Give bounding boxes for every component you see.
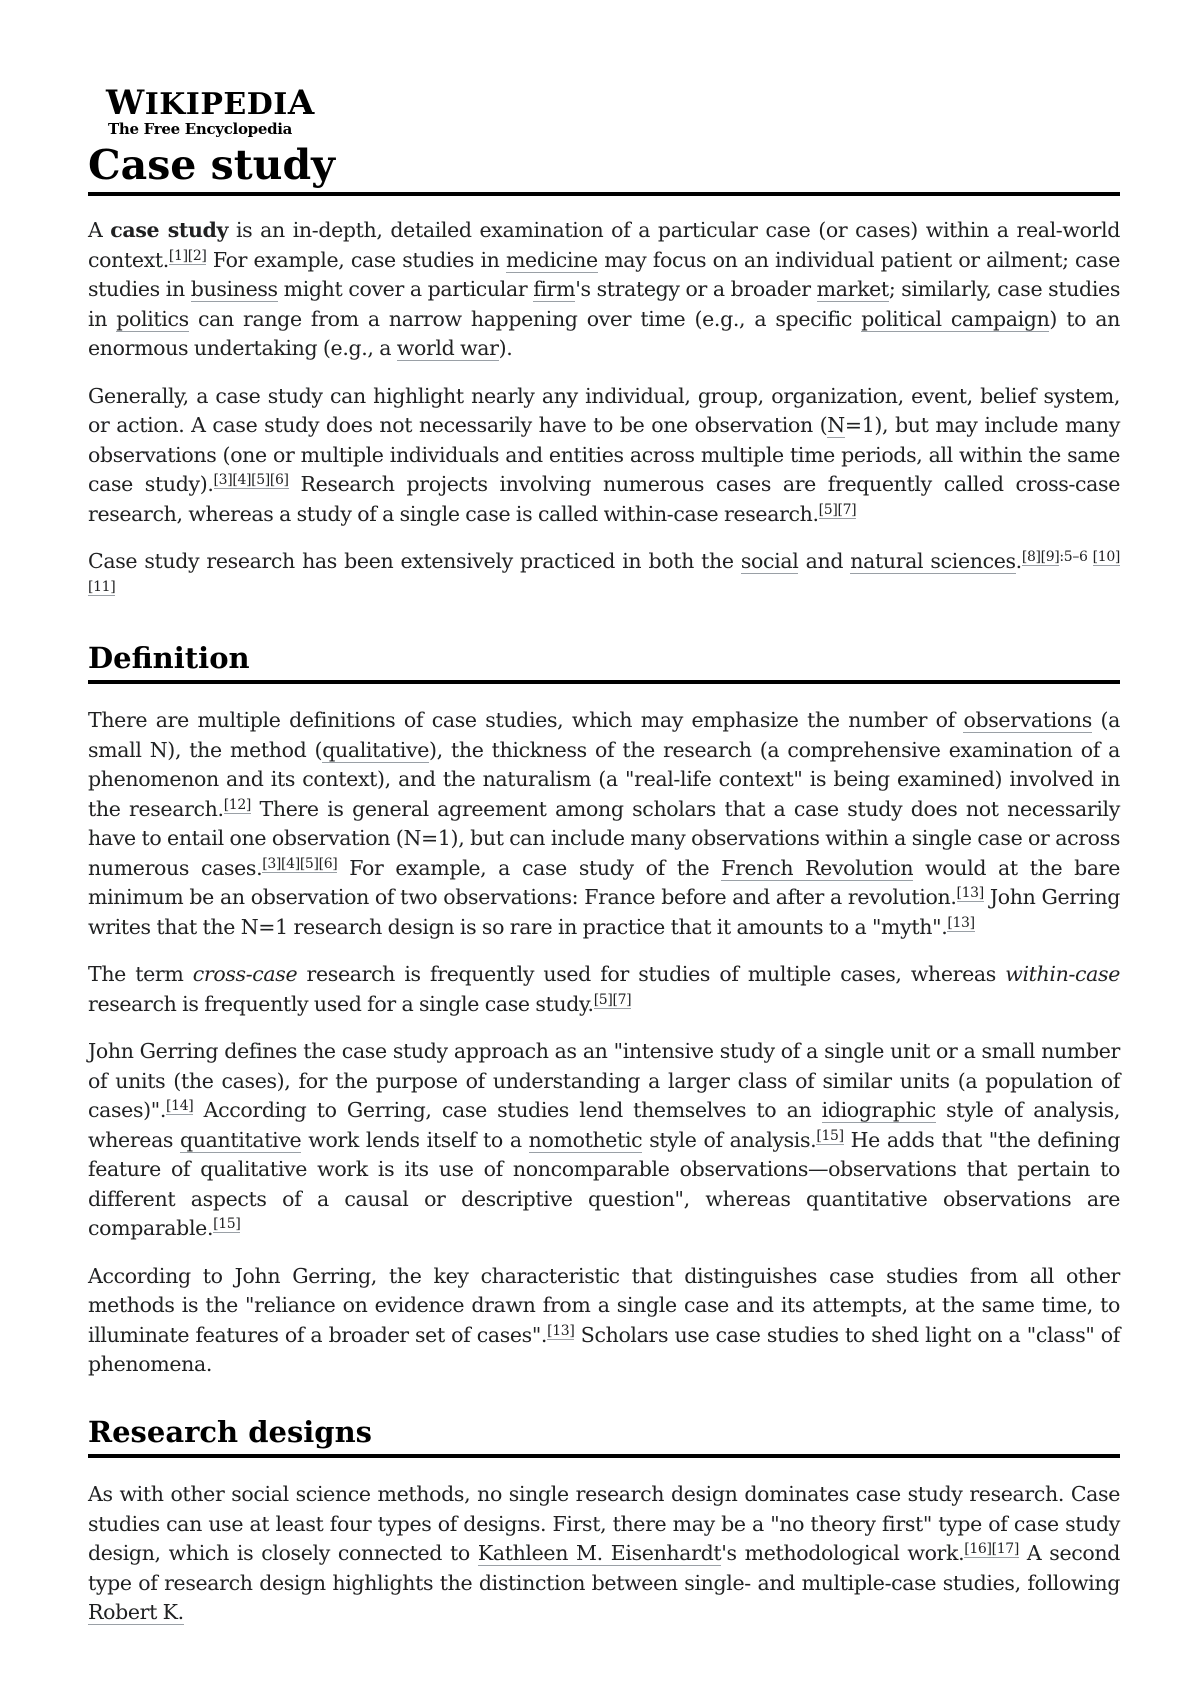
ref-11[interactable]: [11]	[88, 578, 116, 595]
intro-paragraph-2: Generally, a case study can highlight nearly any individual, group, organization, event, belief system, or action. A case study does not necessarily have to be one observation (N=1), but may include many observations (one or multiple individuals and entities across multiple time periods, all within the same case study).[3][4][5][6] Research projects involving numerous cases are frequently called cross-case research, whereas a study of a single case is called within-case research.[5][7]	[88, 383, 1120, 526]
ref-7[interactable]: [7]	[837, 501, 857, 518]
intro-paragraph-1: A case study is an in-depth, detailed examination of a particular case (or cases) within a real-world context.[1][2] For example, case studies in medicine may focus on an individual patient or ailment; case studies in business might cover a particular firm's strategy or a broader market; similarly, case studies in politics can range from a narrow happening over time (e.g., a specific political campaign) to an enormous undertaking (e.g., a world war).	[88, 218, 1121, 361]
ref-6[interactable]: [6]	[318, 855, 338, 872]
ref-1[interactable]: [1]	[168, 247, 188, 264]
ref-3[interactable]: [3]	[213, 472, 233, 489]
definition-paragraph-2: The term cross-case research is frequently used for studies of multiple cases, whereas within-case research is frequently used for a single case study.[5][7]	[88, 962, 1120, 1016]
link-market[interactable]: market	[816, 277, 889, 302]
ref-6[interactable]: [6]	[269, 472, 289, 489]
ref-15[interactable]: [15]	[816, 1127, 844, 1144]
ref-13[interactable]: [13]	[956, 885, 984, 902]
logo-wordmark: WIKIPEDIA	[106, 83, 315, 123]
link-world-war[interactable]: world war	[396, 336, 499, 361]
link-robert-k[interactable]: Robert K.	[88, 1600, 184, 1625]
wikipedia-logo[interactable]	[106, 83, 1120, 138]
ref-5[interactable]: [5]	[299, 855, 319, 872]
ref-13[interactable]: [13]	[947, 914, 975, 931]
link-quantitative[interactable]: quantitative	[180, 1127, 302, 1152]
article-page	[88, 83, 1121, 1628]
link-medicine[interactable]: medicine	[505, 247, 598, 272]
link-observations[interactable]: observations	[963, 708, 1092, 733]
link-politics[interactable]: politics	[116, 306, 189, 331]
link-nomothetic[interactable]: nomothetic	[528, 1127, 643, 1152]
intro-paragraph-3: Case study research has been extensively practiced in both the social and natural sciences.[8][9]:5–6 [10][11]	[88, 549, 1120, 595]
definition-paragraph-3: John Gerring defines the case study approach as an "intensive study of a single unit or a small number of units (the cases), for the purpose of understanding a larger class of similar units (a population of cases)".[14] According to Gerring, case studies lend themselves to an idiographic style of analysis, whereas quantitative work lends itself to a nomothetic style of analysis.[15] He adds that "the defining feature of qualitative work is its use of noncomparable observations—observations that pertain to different aspects of a causal or descriptive question", whereas quantitative observations are comparable.[15]	[88, 1039, 1120, 1241]
link-business[interactable]: business	[190, 277, 278, 302]
section-heading-definition: Definition	[88, 640, 1120, 684]
link-french-revolution[interactable]: French Revolution	[721, 855, 914, 880]
ref-8[interactable]: [8]	[1021, 549, 1041, 566]
ref-17[interactable]: [17]	[991, 1541, 1019, 1558]
ref-5[interactable]: [5]	[818, 501, 838, 518]
link-firm[interactable]: firm	[533, 277, 576, 302]
definition-paragraph-1: There are multiple definitions of case studies, which may emphasize the number of observations (a small N), the method (qualitative), the thickness of the research (a comprehensive examination of a phenomenon and its context), and the naturalism (a "real-life context" is being examined) involved in the research.[12] There is general agreement among scholars that a case study does not necessarily have to entail one observation (N=1), but can include many observations within a single case or across numerous cases.[3][4][5][6] For example, a case study of the French Revolution would at the bare minimum be an observation of two observations: France before and after a revolution.[13] John Gerring writes that the N=1 research design is so rare in practice that it amounts to a "myth".[13]	[88, 708, 1121, 939]
page-title: Case study	[88, 141, 1120, 196]
ref-16[interactable]: [16]	[964, 1541, 992, 1558]
ref-2[interactable]: [2]	[187, 247, 207, 264]
link-idiographic[interactable]: idiographic	[821, 1098, 936, 1123]
ref-7[interactable]: [7]	[612, 991, 632, 1008]
logo-tagline: The Free Encyclopedia	[108, 120, 293, 138]
ref-14[interactable]: [14]	[166, 1098, 194, 1115]
ref-12[interactable]: [12]	[223, 796, 252, 813]
ref-3[interactable]: [3]	[262, 855, 282, 872]
link-social[interactable]: social	[740, 549, 799, 574]
ref-4[interactable]: [4]	[281, 855, 300, 872]
ref-5[interactable]: [5]	[251, 472, 270, 489]
link-eisenhardt[interactable]: Kathleen M. Eisenhardt	[477, 1541, 722, 1566]
ref-9[interactable]: [9]	[1040, 549, 1060, 566]
ref-13[interactable]: [13]	[547, 1322, 575, 1339]
link-n[interactable]: N	[827, 413, 845, 438]
research-designs-paragraph-1: As with other social science methods, no single research design dominates case study research. Case studies can use at least four types of designs. First, there may be a "no theory first" type of case study design, which is closely connected to Kathleen M. Eisenhardt's methodological work.[16][17] A second type of research design highlights the distinction between single- and multiple-case studies, following Robert K.	[88, 1482, 1121, 1625]
ref-10[interactable]: [10]	[1092, 549, 1120, 566]
ref-pages: :5–6	[1059, 549, 1088, 566]
link-political-campaign[interactable]: political campaign	[861, 306, 1050, 331]
section-heading-research-designs: Research designs	[88, 1414, 1120, 1458]
definition-paragraph-4: According to John Gerring, the key characteristic that distinguishes case studies from all other methods is the "reliance on evidence drawn from a single case and its attempts, at the same time, to illuminate features of a broader set of cases".[13] Scholars use case studies to shed light on a "class" of phenomena.	[88, 1263, 1120, 1377]
ref-4[interactable]: [4]	[232, 472, 252, 489]
ref-15[interactable]: [15]	[213, 1216, 241, 1233]
ref-5[interactable]: [5]	[593, 991, 613, 1008]
link-qualitative[interactable]: qualitative	[322, 737, 429, 762]
link-natural-sciences[interactable]: natural sciences	[850, 549, 1016, 574]
